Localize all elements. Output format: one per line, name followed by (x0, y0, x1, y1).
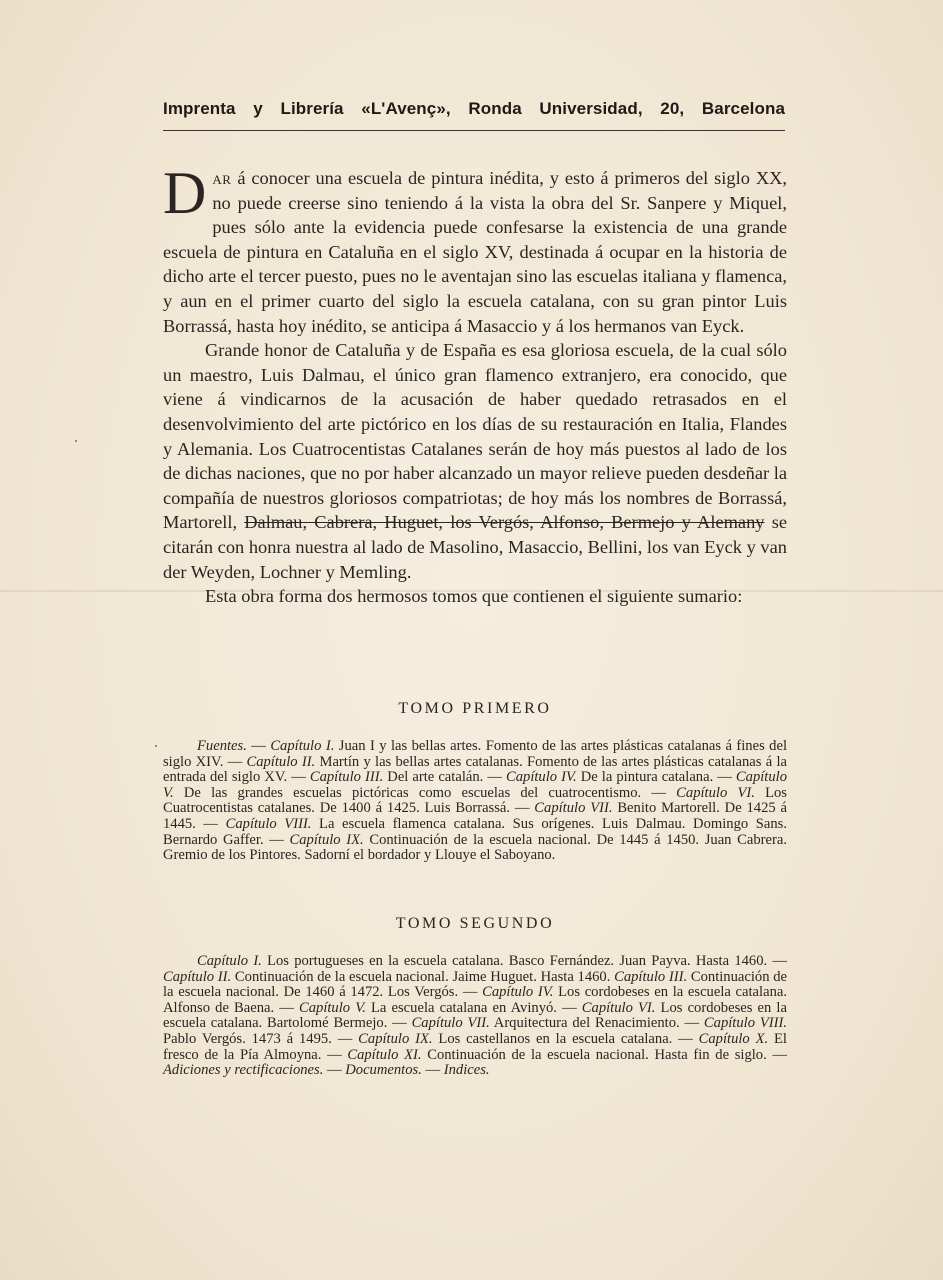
publisher-header: Imprenta y Librería «L'Avenç», Ronda Universidad, 20, Barcelona (163, 99, 785, 118)
chapter-text: — (421, 1062, 444, 1079)
chapter-label: Capítulo IV. (482, 984, 554, 1001)
paragraph-2-text-b: se citarán con honra nuestra al lado de Masolino, Masaccio, Bellini, los van Eyck y van der Weyden, Lochner y Memling. (163, 512, 788, 582)
paragraph-2 (163, 338, 787, 584)
paragraph-1-smallcaps: ar (212, 168, 232, 188)
chapter-text: De la pintura catalana. — (576, 769, 736, 786)
chapter-text: Continuación de la escuela nacional. De 1445 á 1450. Juan Cabrera. Gremio de los Pintores. Sadorní el bordador y Llouye el Saboyano. (163, 831, 787, 864)
chapter-label: Documentos. (345, 1062, 422, 1079)
chapter-text: Arquitectura del Renacimiento. — (489, 1015, 704, 1032)
chapter-text: Continuación de la escuela nacional. Hasta fin de siglo. — (421, 1046, 787, 1063)
chapter-label: Capítulo VII. (411, 1015, 490, 1032)
chapter-label: Capítulo X. (698, 1030, 769, 1047)
chapter-text: Los Cuatrocentistas catalanes. De 1400 á 1425. Luis Borrassá. — (163, 784, 787, 817)
chapter-text: Pablo Vergós. 1473 á 1495. — (163, 1030, 359, 1047)
chapter-text: — (323, 1062, 346, 1079)
chapter-label: Capítulo VIII. (225, 815, 312, 832)
tomo-segundo-text (163, 954, 787, 1079)
chapter-label: Capítulo V. (163, 769, 788, 801)
chapter-label: Capítulo II. (163, 968, 232, 985)
chapter-label: Capítulo II. (246, 753, 316, 770)
tomo-primero-text (163, 739, 787, 864)
chapter-text: La escuela flamenca catalana. Sus orígenes. Luis Dalmau. Domingo Sans. Bernardo Gaffer. — (163, 815, 787, 848)
chapter-text: Martín y las bellas artes catalanas. Fomento de las artes plásticas catalanas á la entrada del siglo XV. — (163, 753, 787, 786)
header-rule (163, 130, 785, 131)
chapter-text: — (246, 738, 271, 754)
chapter-label: Capítulo XI. (347, 1046, 422, 1063)
body-text (163, 160, 788, 609)
chapter-text: Continuación de la escuela nacional. Jaime Huguet. Hasta 1460. (231, 968, 615, 985)
chapter-label: Capítulo I. (270, 738, 335, 754)
tomo-primero-title: TOMO PRIMERO (398, 700, 552, 717)
paragraph-2-text-a: Grande honor de Cataluña y de España es esa gloriosa escuela, de la cual sólo un maestro, Luis Dalmau, el único gran flamenco extranjero, era conocido, que viene á vindicarnos de la acusación de haber quedado retrasados en el desenvolvimiento del arte pictórico en los días de su restauración en Italia, Flandes y Alemania. Los Cuatrocentistas Catalanes serán de hoy más puestos al lado de los de dichas naciones, que no por haber alcanzado un mayor relieve pueden desdeñar la compañía de nuestros gloriosos compatriotas; de hoy más los nombres de Borrassá, Martorell, (163, 340, 787, 533)
paragraph-1 (163, 160, 787, 338)
chapter-text: Los cordobeses en la escuela catalana. Alfonso de Baena. — (163, 984, 787, 1016)
chapter-label: Fuentes. (197, 738, 247, 754)
ink-speck (155, 745, 157, 747)
chapter-text: Benito Martorell. De 1425 á 1445. — (163, 800, 787, 832)
chapter-text: Del arte catalán. — (383, 769, 506, 786)
chapter-label: Capítulo I. (197, 953, 262, 969)
struck-names: Dalmau, Cabrera, Huguet, los Vergós, Alfonso, Bermejo y Alemany (244, 512, 765, 533)
chapter-label: Capítulo IV. (506, 769, 577, 786)
paragraph-3: Esta obra forma dos hermosos tomos que contienen el siguiente sumario: (205, 586, 743, 607)
chapter-text: El fresco de la Pía Almoyna. — (163, 1030, 787, 1063)
chapter-label: Indices. (443, 1062, 490, 1079)
chapter-text: Los castellanos en la escuela catalana. — (432, 1030, 699, 1047)
tomo-segundo-title: TOMO SEGUNDO (395, 915, 555, 932)
chapter-text: De las grandes escuelas pictóricas como escuelas del cuatrocentismo. — (173, 784, 677, 801)
chapter-text: Continuación de la escuela nacional. De 1460 á 1472. Los Vergós. — (163, 968, 787, 1001)
chapter-label: Capítulo VI. (581, 999, 656, 1016)
chapter-label: Capítulo VII. (534, 800, 613, 817)
chapter-label: Capítulo V. (299, 999, 366, 1016)
paragraph-1-text: á conocer una escuela de pintura inédita, y esto á primeros del siglo XX, no puede creerse sino teniendo á la vista la obra del Sr. Sanpere y Miquel, pues sólo ante la evidencia puede confesarse la existencia de una grande escuela de pintura en Cataluña en el siglo XV, destinada á ocupar en la historia de dicho arte el tercer puesto, pues no le aventajan sino las escuelas italiana y flamenca, y aun en el primer cuarto del siglo la escuela catalana, con su gran pintor Luis Borrassá, hasta hoy inédito, se anticipa á Masaccio y á los hermanos van Eyck. (163, 168, 787, 336)
ink-speck (75, 440, 77, 442)
tomo-primero-summary (163, 739, 787, 864)
chapter-text: La escuela catalana en Avinyó. — (365, 999, 582, 1016)
chapter-label: Capítulo III. (309, 769, 384, 786)
chapter-label: Capítulo VI. (676, 784, 755, 801)
chapter-text: Juan I y las bellas artes. Fomento de las artes plásticas catalanas á fines del siglo XIV. — (163, 738, 788, 770)
chapter-text: Los portugueses en la escuela catalana. Basco Fernández. Juan Payva. Hasta 1460. — (261, 953, 787, 969)
drop-cap: D (163, 160, 207, 226)
chapter-text: Los cordobeses en la escuela catalana. Bartolomé Bermejo. — (163, 999, 787, 1032)
chapter-label: Capítulo III. (614, 968, 688, 985)
chapter-label: Capítulo IX. (289, 831, 364, 848)
chapter-label: Capítulo IX. (358, 1030, 433, 1047)
chapter-label: Capítulo VIII. (703, 1015, 787, 1032)
tomo-segundo-summary (163, 954, 787, 1079)
chapter-label: Adiciones y rectificaciones. (163, 1062, 324, 1079)
